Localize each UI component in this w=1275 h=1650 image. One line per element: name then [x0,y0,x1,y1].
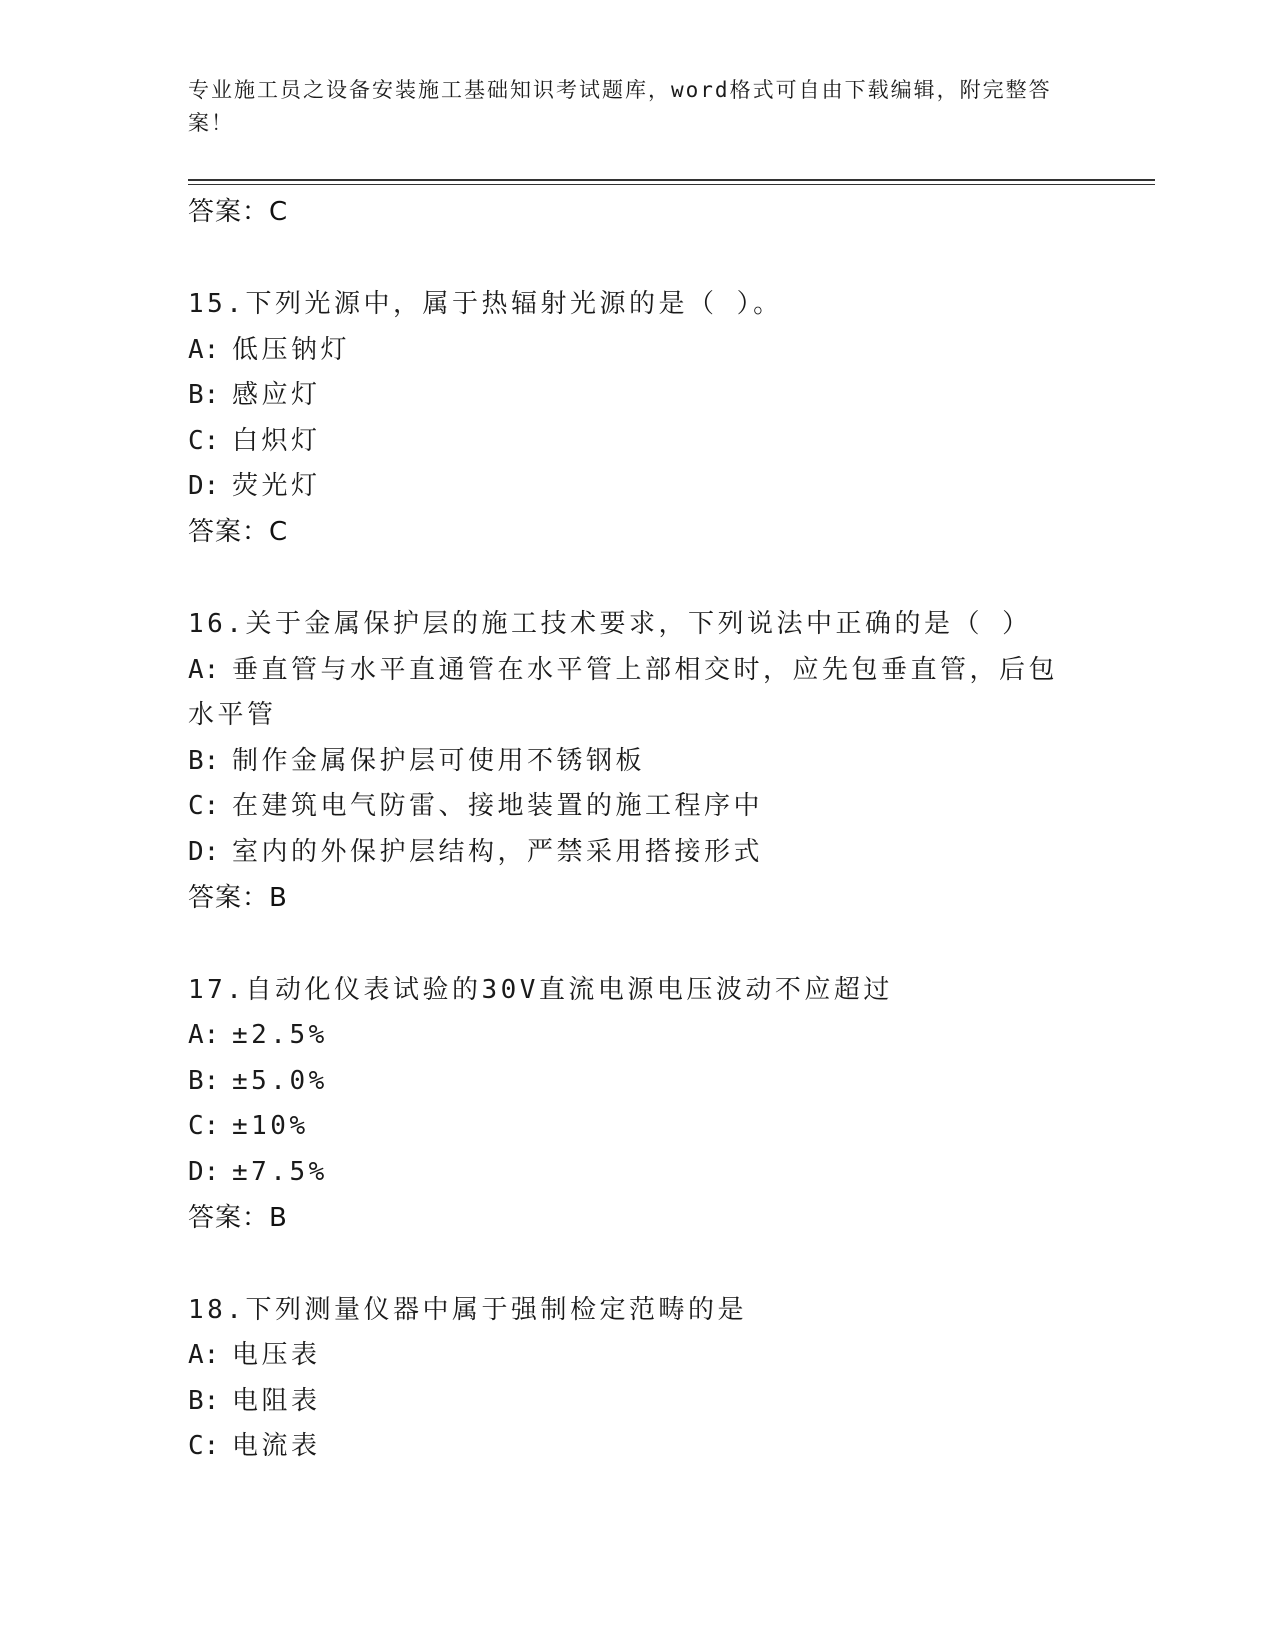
option-key: C: [188,1431,220,1462]
option-text: ±5.0% [232,1065,328,1096]
option-key: D: [188,836,220,867]
option-a [188,328,1078,374]
option-key: A: [188,1020,220,1051]
option-text: 室内的外保护层结构，严禁采用搭接形式 [232,836,764,867]
question-17 [188,968,1148,1241]
option-key: C: [188,425,220,456]
option-text: 白炽灯 [232,425,321,456]
option-text: ±10% [232,1111,309,1142]
question-stem: 15.下列光源中，属于热辐射光源的是（ ）。 [188,289,783,319]
option-key: B: [188,380,220,411]
option-text: 在建筑电气防雷、接地装置的施工程序中 [232,791,764,822]
option-b [188,1059,1078,1105]
option-key: B: [188,1065,220,1096]
option-a [188,1333,1078,1379]
option-b [188,373,1078,419]
option-b [188,739,1078,785]
question-stem: 17.自动化仪表试验的30V直流电源电压波动不应超过 [188,974,893,1005]
question-16 [188,602,1148,921]
option-text: 低压钠灯 [232,334,351,365]
option-key: A: [188,334,220,365]
option-key: C: [188,791,220,822]
option-c [188,784,1078,830]
option-key: B: [188,745,220,776]
option-key: C: [188,1111,220,1142]
option-key: D: [188,471,220,502]
previous-answer: 答案：C [188,197,289,227]
option-text: 电流表 [232,1431,321,1462]
option-text: 制作金属保护层可使用不锈钢板 [232,745,646,776]
option-text: ±7.5% [232,1156,328,1187]
option-text: 感应灯 [232,380,321,411]
option-key: B: [188,1385,220,1416]
option-text: ±2.5% [232,1020,328,1051]
option-b [188,1379,1078,1425]
option-d [188,830,1078,876]
option-text: 电阻表 [232,1385,321,1416]
option-key: D: [188,1156,220,1187]
question-18 [188,1288,1148,1470]
question-15 [188,282,1148,555]
answer: 答案：B [188,1202,288,1233]
option-d [188,464,1078,510]
question-stem: 18.下列测量仪器中属于强制检定范畴的是 [188,1294,747,1325]
option-text: 电压表 [232,1340,321,1371]
option-key: A: [188,1340,220,1371]
option-text: 垂直管与水平直通管在水平管上部相交时，应先包垂直管，后包水平管 [188,654,1059,731]
answer: 答案：B [188,882,288,913]
option-a [188,1013,1078,1059]
option-c [188,419,1078,465]
option-key: A: [188,654,220,685]
option-c [188,1104,1078,1150]
question-stem: 16.关于金属保护层的施工技术要求，下列说法中正确的是（ ） [188,608,1032,639]
question-list [188,190,1148,1470]
header-rule-thick [188,179,1155,181]
option-text: 荧光灯 [232,471,321,502]
header-rule-thin [188,184,1155,185]
option-d [188,1150,1078,1196]
option-a [188,648,1078,739]
answer: 答案：C [188,516,289,547]
document-header: 专业施工员之设备安装施工基础知识考试题库，word格式可自由下载编辑，附完整答案！ [188,78,1052,135]
option-c [188,1424,1078,1470]
